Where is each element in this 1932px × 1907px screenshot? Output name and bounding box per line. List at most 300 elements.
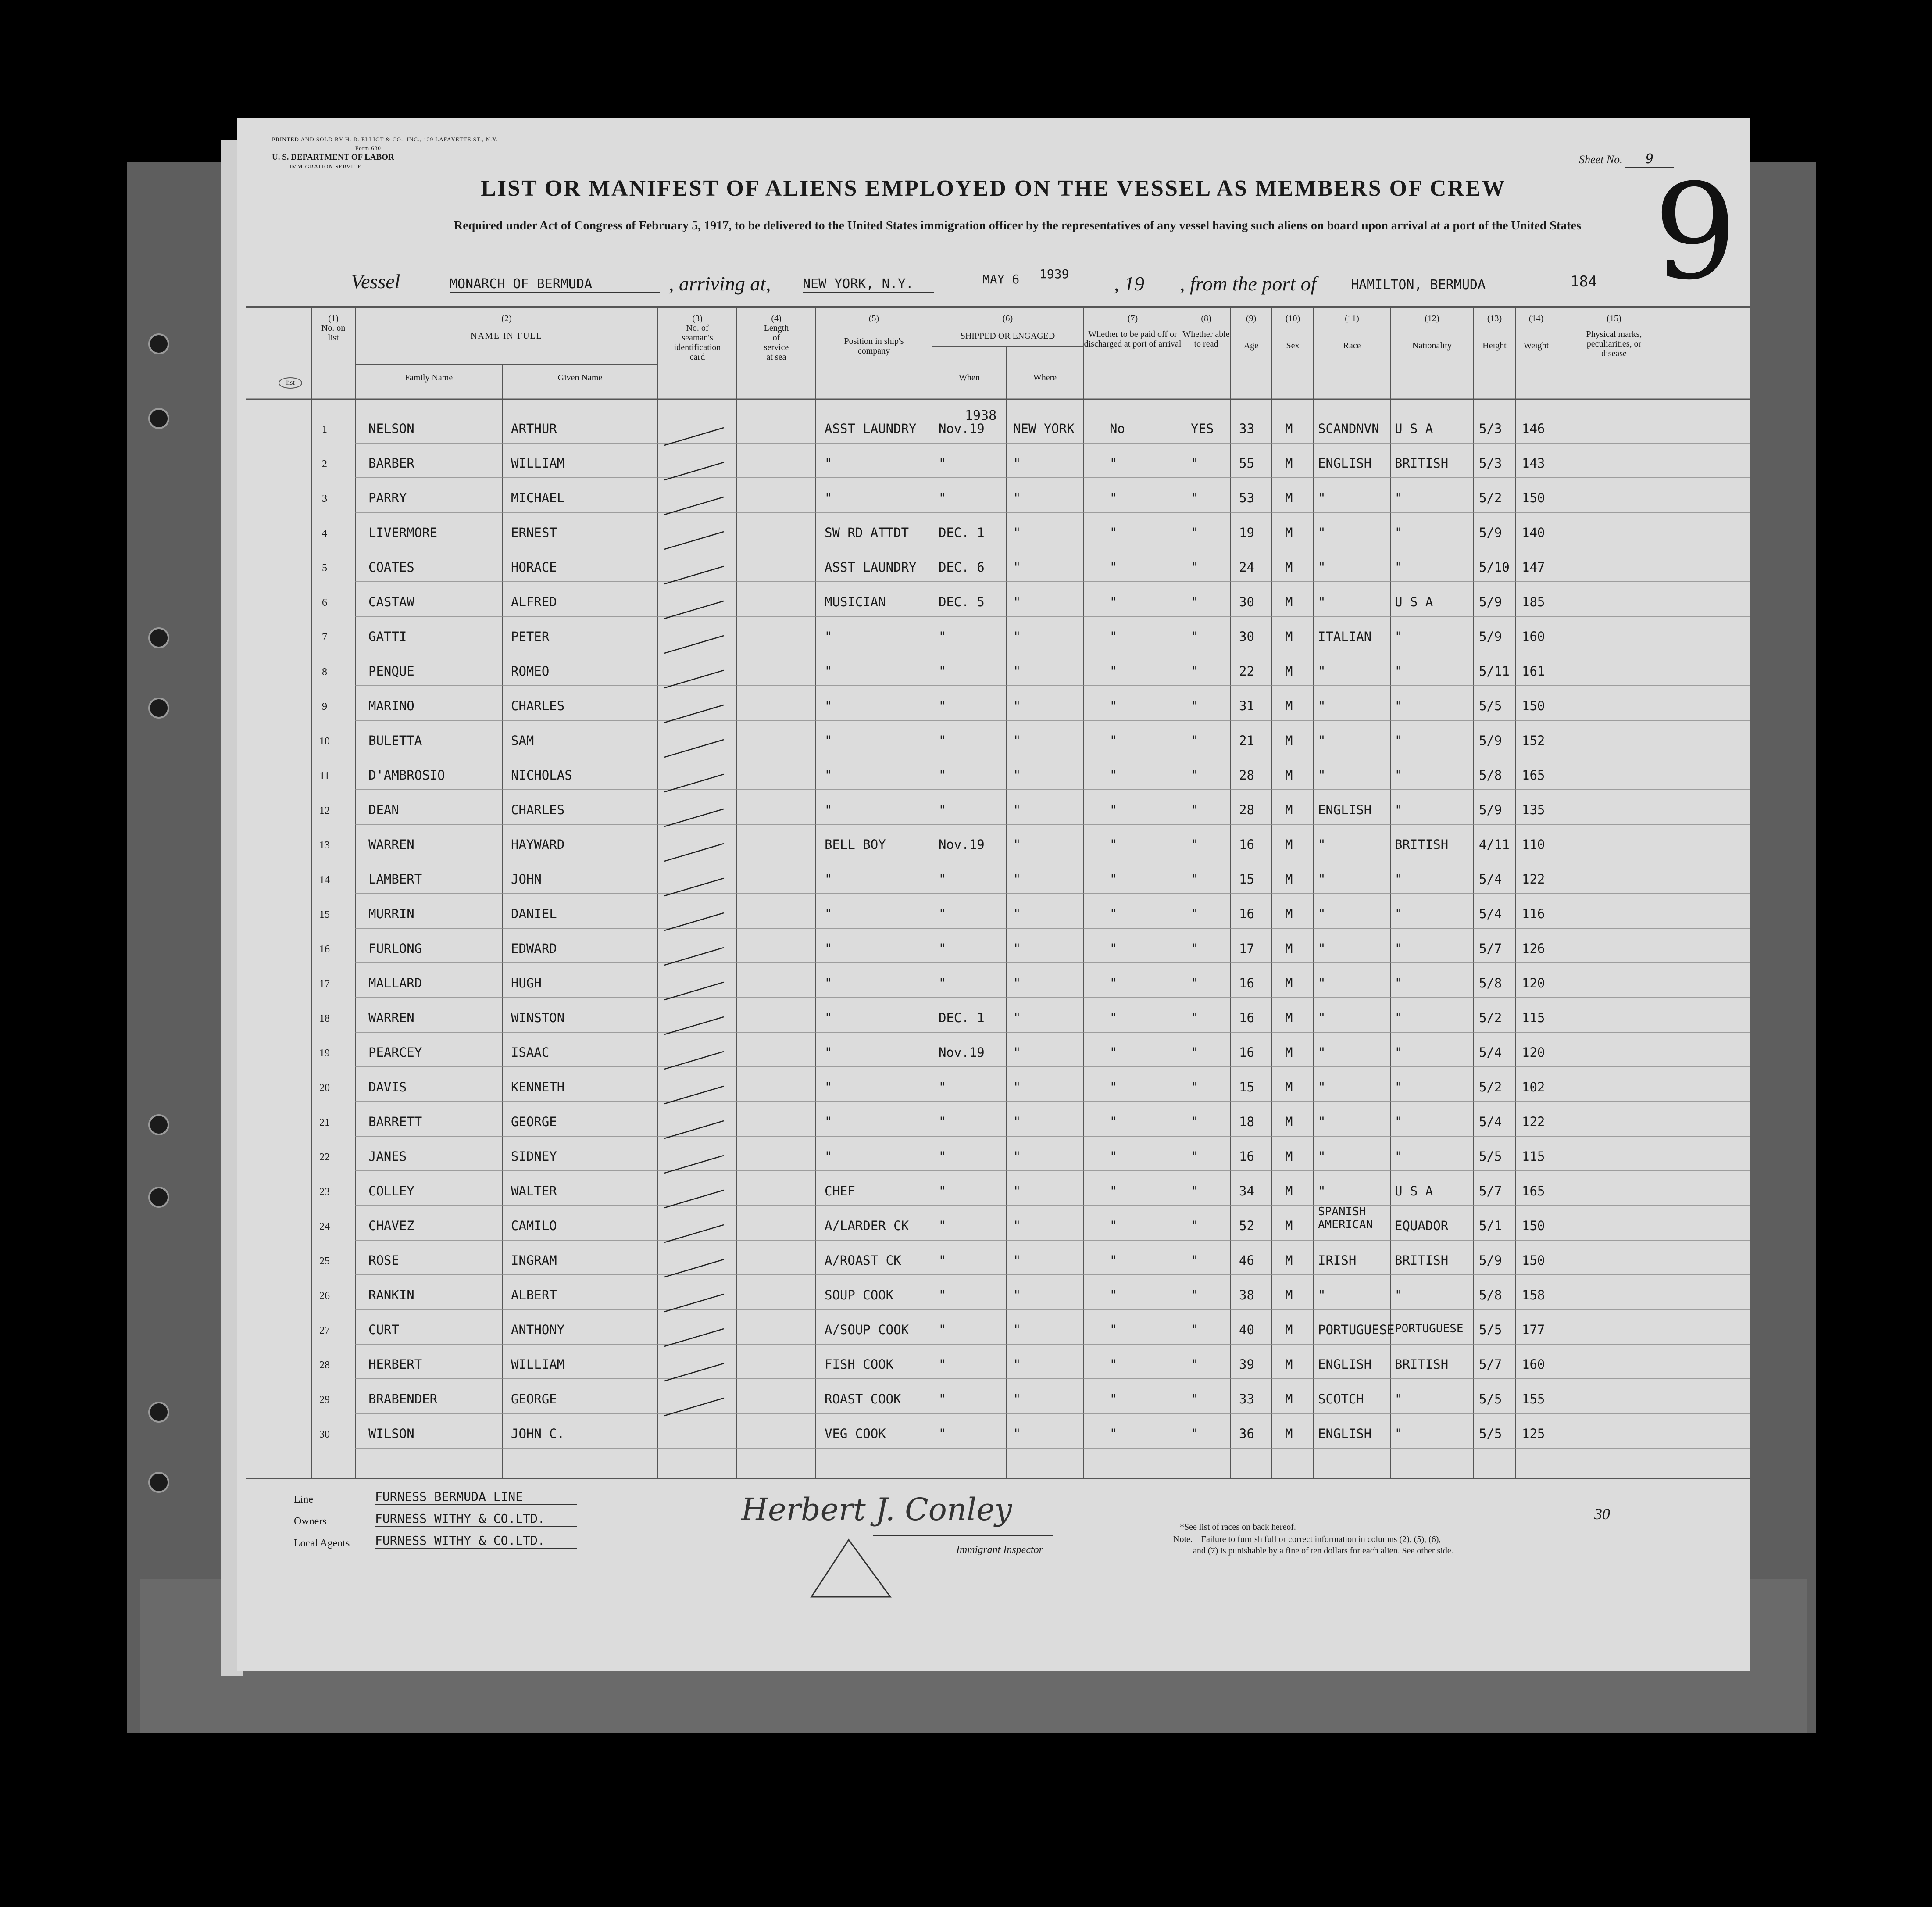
position: A/LARDER CK (825, 1218, 909, 1233)
given-name: JOHN (511, 872, 542, 887)
shipped-where: " (1013, 560, 1021, 575)
shipped-when: " (939, 1392, 946, 1406)
row-number: 30 (319, 1429, 330, 1440)
family-name: GATTI (368, 629, 407, 644)
col11-header: (11) Race (1343, 314, 1361, 351)
nationality: BRITISH (1395, 837, 1449, 852)
shipped-where: " (1013, 1288, 1021, 1302)
sex: M (1285, 802, 1293, 817)
year-label: , 19 (1114, 272, 1144, 295)
paid-off: " (1110, 1114, 1118, 1129)
age: 46 (1239, 1253, 1254, 1268)
sex: M (1285, 837, 1293, 852)
height: 5/8 (1479, 976, 1502, 991)
arrival-port: NEW YORK, N.Y. (803, 276, 934, 293)
sex: M (1285, 733, 1293, 748)
age: 33 (1239, 1392, 1254, 1406)
shipped-when: " (939, 490, 946, 505)
sex: M (1285, 1322, 1293, 1337)
given-name: HORACE (511, 560, 557, 575)
page-mark: 30 (1594, 1505, 1610, 1523)
nationality: BRITISH (1395, 456, 1449, 471)
id-card-dash (664, 1017, 724, 1034)
given-name: CHARLES (511, 802, 565, 817)
races-note: *See list of races on back hereof. (1180, 1522, 1296, 1532)
shipped-where: NEW YORK (1013, 421, 1075, 436)
position: " (825, 490, 832, 505)
age: 24 (1239, 560, 1254, 575)
paid-off: " (1110, 1218, 1118, 1233)
sex: M (1285, 1357, 1293, 1372)
family-name: WARREN (368, 1010, 414, 1025)
shipped-when: " (939, 1322, 946, 1337)
nationality: " (1395, 1010, 1403, 1025)
line-label: Line (294, 1494, 313, 1505)
signature-flourish (803, 1535, 895, 1606)
height: 5/8 (1479, 1288, 1502, 1302)
printer-line: PRINTED AND SOLD BY H. R. ELLIOT & CO., INC., 129 LAFAYETTE ST., N.Y. (272, 136, 498, 143)
shipped-where: " (1013, 490, 1021, 505)
height: 5/11 (1479, 664, 1510, 679)
given-name: SAM (511, 733, 534, 748)
sex: M (1285, 768, 1293, 783)
paid-off: " (1110, 1322, 1118, 1337)
position: " (825, 1114, 832, 1129)
age: 36 (1239, 1426, 1254, 1441)
shipped-where: " (1013, 1184, 1021, 1199)
shipped-when: " (939, 1426, 946, 1441)
able-to-read: " (1191, 941, 1199, 956)
nationality: EQUADOR (1395, 1218, 1449, 1233)
row-number: 2 (322, 458, 327, 470)
age: 53 (1239, 490, 1254, 505)
sex: M (1285, 1426, 1293, 1441)
id-card-dash (664, 878, 724, 896)
col1-header: (1) No. on list (321, 314, 346, 343)
race: ENGLISH (1318, 802, 1372, 817)
age: 28 (1239, 802, 1254, 817)
shipped-where: " (1013, 1149, 1021, 1164)
nationality: " (1395, 1288, 1403, 1302)
paid-off: " (1110, 1253, 1118, 1268)
race: SCANDNVN (1318, 421, 1379, 436)
family-name: BARBER (368, 456, 414, 471)
col15-header: (15) Physical marks, peculiarities, or disease (1586, 314, 1642, 358)
row-number: 13 (319, 840, 330, 851)
age: 52 (1239, 1218, 1254, 1233)
race: " (1318, 976, 1326, 991)
given-name: GEORGE (511, 1114, 557, 1129)
able-to-read: " (1191, 456, 1199, 471)
shipped-year-note: 1938 (965, 408, 997, 423)
race: ENGLISH (1318, 1357, 1372, 1372)
shipped-where: " (1013, 594, 1021, 609)
able-to-read: " (1191, 872, 1199, 887)
height: 5/5 (1479, 1322, 1502, 1337)
nationality: " (1395, 525, 1403, 540)
family-name: FURLONG (368, 941, 422, 956)
shipped-when: " (939, 629, 946, 644)
penalty-note-2: and (7) is punishable by a fine of ten dollars for each alien. See other side. (1193, 1546, 1453, 1556)
paid-off: " (1110, 594, 1118, 609)
age: 33 (1239, 421, 1254, 436)
height: 5/9 (1479, 629, 1502, 644)
height: 5/5 (1479, 1392, 1502, 1406)
race: " (1318, 594, 1326, 609)
nationality: U S A (1395, 594, 1433, 609)
race: " (1318, 837, 1326, 852)
weight: 150 (1522, 490, 1545, 505)
race: " (1318, 1184, 1326, 1199)
age: 17 (1239, 941, 1254, 956)
shipped-when: " (939, 872, 946, 887)
row-number: 16 (319, 944, 330, 955)
shipped-when: " (939, 664, 946, 679)
family-name: CHAVEZ (368, 1218, 414, 1233)
able-to-read: " (1191, 560, 1199, 575)
sex: M (1285, 906, 1293, 921)
height: 5/7 (1479, 1184, 1502, 1199)
id-card-dash (664, 1121, 724, 1138)
weight: 150 (1522, 1218, 1545, 1233)
height: 4/11 (1479, 837, 1510, 852)
height: 5/4 (1479, 906, 1502, 921)
sex: M (1285, 872, 1293, 887)
sex: M (1285, 456, 1293, 471)
given-name-header: Given Name (557, 373, 603, 383)
able-to-read: " (1191, 1114, 1199, 1129)
given-name: ROMEO (511, 664, 550, 679)
row-number: 8 (322, 666, 327, 678)
sex: M (1285, 1253, 1293, 1268)
family-name: HERBERT (368, 1357, 422, 1372)
weight: 120 (1522, 1045, 1545, 1060)
col8-header: (8) Whether able to read (1182, 314, 1230, 349)
shipped-when: DEC. 1 (939, 1010, 985, 1025)
family-name: BULETTA (368, 733, 422, 748)
able-to-read: " (1191, 629, 1199, 644)
able-to-read: " (1191, 1149, 1199, 1164)
row-number: 27 (319, 1325, 330, 1336)
race: IRISH (1318, 1253, 1357, 1268)
shipped-when: " (939, 698, 946, 713)
row-number: 28 (319, 1360, 330, 1371)
given-name: NICHOLAS (511, 768, 572, 783)
shipped-when: Nov.19 (939, 1045, 985, 1060)
sex: M (1285, 490, 1293, 505)
able-to-read: " (1191, 837, 1199, 852)
given-name: CHARLES (511, 698, 565, 713)
able-to-read: " (1191, 1080, 1199, 1095)
race: " (1318, 664, 1326, 679)
weight: 110 (1522, 837, 1545, 852)
race: " (1318, 490, 1326, 505)
shipped-where: " (1013, 837, 1021, 852)
row-number: 17 (319, 978, 330, 990)
departure-port: HAMILTON, BERMUDA (1351, 277, 1544, 293)
family-name: MURRIN (368, 906, 414, 921)
position: ASST LAUNDRY (825, 560, 917, 575)
sex: M (1285, 594, 1293, 609)
id-card-dash (664, 1190, 724, 1208)
given-name: ISAAC (511, 1045, 550, 1060)
height: 5/2 (1479, 1080, 1502, 1095)
row-number: 12 (319, 805, 330, 816)
race: " (1318, 733, 1326, 748)
paid-off: " (1110, 872, 1118, 887)
sex: M (1285, 1045, 1293, 1060)
document-title: LIST OR MANIFEST OF ALIENS EMPLOYED ON THE VESSEL AS MEMBERS OF CREW (481, 176, 1506, 201)
shipped-where: " (1013, 1426, 1021, 1441)
col5-header: (5) Position in ship's company (844, 314, 904, 356)
able-to-read: " (1191, 490, 1199, 505)
height: 5/7 (1479, 941, 1502, 956)
list-margin-label: list (279, 377, 302, 389)
family-name: D'AMBROSIO (368, 768, 445, 783)
row-number: 24 (319, 1221, 330, 1232)
paid-off: " (1110, 1288, 1118, 1302)
shipped-when: " (939, 906, 946, 921)
paid-off: " (1110, 1357, 1118, 1372)
id-card-dash (664, 705, 724, 723)
weight: 150 (1522, 1253, 1545, 1268)
col2-header: (2) NAME IN FULL (471, 314, 543, 341)
nationality: " (1395, 802, 1403, 817)
sex: M (1285, 941, 1293, 956)
able-to-read: " (1191, 1184, 1199, 1199)
height: 5/9 (1479, 594, 1502, 609)
id-card-dash (664, 462, 724, 480)
shipped-when: Nov.19 (939, 837, 985, 852)
race: " (1318, 768, 1326, 783)
nationality: " (1395, 1149, 1403, 1164)
nationality: U S A (1395, 421, 1433, 436)
id-card-dash (664, 1329, 724, 1346)
nationality: " (1395, 1114, 1403, 1129)
manifest-page (237, 118, 1750, 1671)
paid-off: No (1110, 421, 1125, 436)
shipped-where: " (1013, 1357, 1021, 1372)
race: " (1318, 1114, 1326, 1129)
shipped-where: " (1013, 456, 1021, 471)
family-name: COLLEY (368, 1184, 414, 1199)
given-name: WINSTON (511, 1010, 565, 1025)
shipped-where: " (1013, 802, 1021, 817)
height: 5/5 (1479, 1149, 1502, 1164)
position: A/SOUP COOK (825, 1322, 909, 1337)
id-card-dash (664, 1156, 724, 1173)
binder-hole (148, 1402, 169, 1423)
row-number: 14 (319, 874, 330, 886)
position: FISH COOK (825, 1357, 894, 1372)
id-card-dash (664, 1225, 724, 1242)
shipped-where: " (1013, 872, 1021, 887)
row-number: 15 (319, 909, 330, 920)
height: 5/2 (1479, 490, 1502, 505)
paid-off: " (1110, 560, 1118, 575)
weight: 152 (1522, 733, 1545, 748)
sex: M (1285, 698, 1293, 713)
height: 5/9 (1479, 1253, 1502, 1268)
able-to-read: " (1191, 1357, 1199, 1372)
age: 16 (1239, 1045, 1254, 1060)
paid-off: " (1110, 733, 1118, 748)
shipped-where: " (1013, 1392, 1021, 1406)
weight: 122 (1522, 872, 1545, 887)
row-number: 3 (322, 493, 327, 504)
binder-hole (148, 333, 169, 354)
sex: M (1285, 421, 1293, 436)
row-number: 11 (319, 770, 330, 782)
shipped-when: " (939, 733, 946, 748)
row-number: 21 (319, 1117, 330, 1128)
able-to-read: " (1191, 698, 1199, 713)
shipped-where: " (1013, 629, 1021, 644)
id-card-dash (664, 601, 724, 619)
shipped-when: Nov.19 (939, 421, 985, 436)
sex: M (1285, 1392, 1293, 1406)
col10-header: (10) Sex (1285, 314, 1300, 351)
line-value: FURNESS BERMUDA LINE (375, 1489, 577, 1505)
binder-hole (148, 1472, 169, 1493)
able-to-read: " (1191, 1288, 1199, 1302)
age: 30 (1239, 629, 1254, 644)
family-name: JANES (368, 1149, 407, 1164)
col6-header: (6) SHIPPED OR ENGAGED (960, 314, 1055, 341)
given-name: PETER (511, 629, 550, 644)
weight: 122 (1522, 1114, 1545, 1129)
row-number: 22 (319, 1152, 330, 1163)
family-name: BARRETT (368, 1114, 422, 1129)
binder-hole (148, 1187, 169, 1208)
nationality: BRITISH (1395, 1253, 1449, 1268)
given-name: ARTHUR (511, 421, 557, 436)
row-number: 23 (319, 1186, 330, 1198)
sex: M (1285, 525, 1293, 540)
given-name: WILLIAM (511, 1357, 565, 1372)
local-agents-value: FURNESS WITHY & CO.LTD. (375, 1533, 577, 1549)
age: 38 (1239, 1288, 1254, 1302)
large-page-number: 9 (1653, 156, 1737, 309)
col14-header: (14) Weight (1523, 314, 1549, 351)
id-card-dash (664, 1398, 724, 1416)
race: " (1318, 941, 1326, 956)
given-name: ANTHONY (511, 1322, 565, 1337)
paid-off: " (1110, 976, 1118, 991)
race: SPANISH AMERICAN (1318, 1205, 1373, 1231)
paid-off: " (1110, 802, 1118, 817)
weight: 143 (1522, 456, 1545, 471)
position: MUSICIAN (825, 594, 886, 609)
nationality: BRITISH (1395, 1357, 1449, 1372)
weight: 120 (1522, 976, 1545, 991)
age: 15 (1239, 872, 1254, 887)
race: ENGLISH (1318, 1426, 1372, 1441)
shipped-when: " (939, 1288, 946, 1302)
row-number: 26 (319, 1290, 330, 1302)
sex: M (1285, 1149, 1293, 1164)
family-name: MARINO (368, 698, 414, 713)
weight: 135 (1522, 802, 1545, 817)
race: " (1318, 698, 1326, 713)
nationality: " (1395, 664, 1403, 679)
paid-off: " (1110, 1080, 1118, 1095)
shipped-where: " (1013, 1010, 1021, 1025)
nationality: PORTUGUESE (1395, 1322, 1464, 1335)
col4-header: (4) Length of service at sea (764, 314, 789, 362)
id-card-dash (664, 1086, 724, 1104)
id-card-dash (664, 774, 724, 792)
able-to-read: " (1191, 1218, 1199, 1233)
nationality: " (1395, 976, 1403, 991)
family-name: COATES (368, 560, 414, 575)
given-name: JOHN C. (511, 1426, 565, 1441)
nationality: " (1395, 733, 1403, 748)
position: VEG COOK (825, 1426, 886, 1441)
id-card-dash (664, 532, 724, 549)
given-name: DANIEL (511, 906, 557, 921)
weight: 115 (1522, 1010, 1545, 1025)
row-number: 4 (322, 528, 327, 539)
weight: 147 (1522, 560, 1545, 575)
arrival-year-stamp: 1939 (1039, 267, 1069, 281)
shipped-where: " (1013, 733, 1021, 748)
shipped-where: " (1013, 698, 1021, 713)
sex: M (1285, 629, 1293, 644)
shipped-when: DEC. 1 (939, 525, 985, 540)
position: " (825, 802, 832, 817)
paid-off: " (1110, 490, 1118, 505)
able-to-read: " (1191, 1045, 1199, 1060)
weight: 150 (1522, 698, 1545, 713)
position: ROAST COOK (825, 1392, 901, 1406)
family-name: PARRY (368, 490, 407, 505)
age: 34 (1239, 1184, 1254, 1199)
family-name: RANKIN (368, 1288, 414, 1302)
able-to-read: " (1191, 1426, 1199, 1441)
id-card-dash (664, 913, 724, 930)
given-name: KENNETH (511, 1080, 565, 1095)
paid-off: " (1110, 768, 1118, 783)
able-to-read: YES (1191, 421, 1214, 436)
nationality: " (1395, 941, 1403, 956)
race: " (1318, 1010, 1326, 1025)
requirement-text: Required under Act of Congress of February 5, 1917, to be delivered to the United States immigration officer by the representatives of any vessel having such aliens on board upon arrival at a port of the United States (454, 219, 1581, 233)
shipped-where: " (1013, 664, 1021, 679)
shipped-when: " (939, 1184, 946, 1199)
weight: 116 (1522, 906, 1545, 921)
able-to-read: " (1191, 1322, 1199, 1337)
nationality: " (1395, 768, 1403, 783)
age: 30 (1239, 594, 1254, 609)
arriving-label: , arriving at, (669, 272, 771, 295)
given-name: HAYWARD (511, 837, 565, 852)
weight: 161 (1522, 664, 1545, 679)
shipped-where: " (1013, 976, 1021, 991)
col13-header: (13) Height (1482, 314, 1507, 351)
position: " (825, 768, 832, 783)
weight: 102 (1522, 1080, 1545, 1095)
sex: M (1285, 1080, 1293, 1095)
id-card-dash (664, 809, 724, 826)
given-name: ERNEST (511, 525, 557, 540)
col7-header: (7) Whether to be paid off or discharged at port of arrival (1084, 314, 1182, 349)
able-to-read: " (1191, 1392, 1199, 1406)
position: " (825, 629, 832, 644)
inspector-label: Immigrant Inspector (956, 1544, 1043, 1556)
age: 31 (1239, 698, 1254, 713)
age: 16 (1239, 837, 1254, 852)
